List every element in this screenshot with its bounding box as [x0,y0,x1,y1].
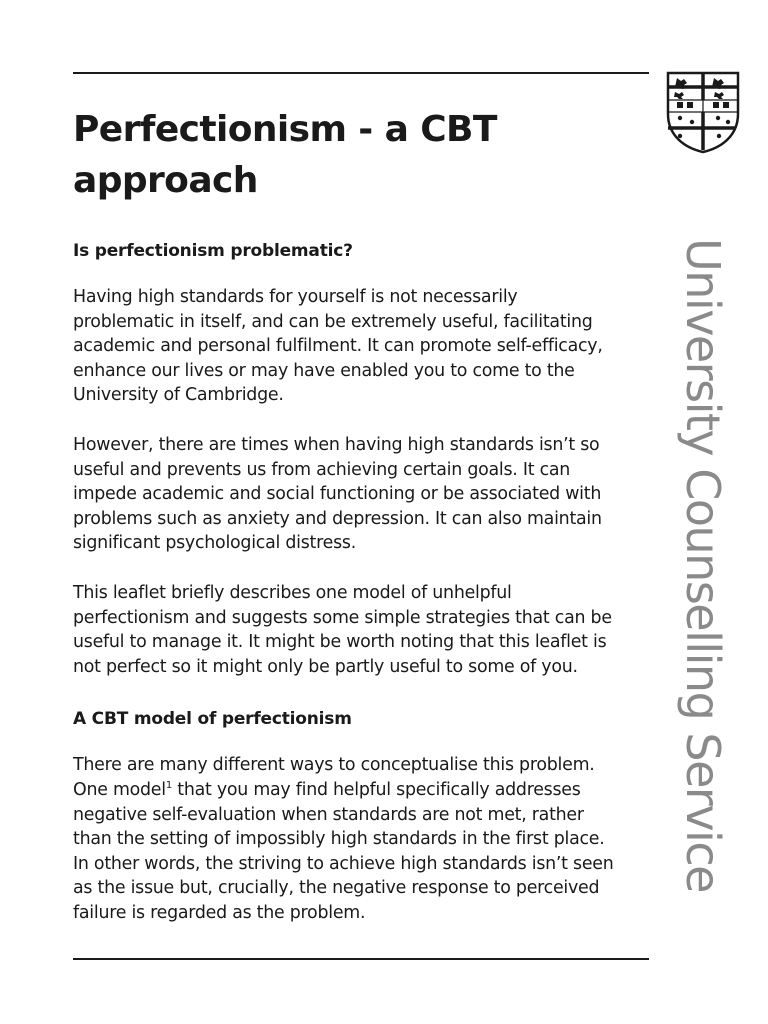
university-coat-of-arms-icon [665,70,741,154]
paragraph-text: that you may find helpful specifically addresses negative self-evaluation when standards are not met, rather than the setting of impossibly high standards in the first place. In other words, the striving to achieve high standards isn’t seen as the issue but, crucially, the negative response to perceived failure is regarded as the problem. [73,779,614,923]
top-rule [73,72,649,74]
footnote-reference: 1 [165,779,172,791]
document-body [73,236,658,925]
paragraph [73,753,658,925]
organisation-name: University Counselling Service [676,238,730,892]
bottom-rule [73,958,649,960]
paragraph: This leaflet briefly describes one model of unhelpful perfectionism and suggests some simple strategies that can be useful to manage it. It might be worth noting that this leaflet is not perfect so it might only be partly useful to some of you. [73,582,612,677]
section-heading: Is perfectionism problematic? [73,241,353,261]
document-title: Perfectionism - a CBT approach [73,109,497,201]
section-heading: A CBT model of perfectionism [73,709,352,730]
paragraph: However, there are times when having high standards isn’t so useful and prevents us from achieving certain goals. It can impede academic and social functioning or be associated with problems such as anxiety and depression. It can also maintain significant psychological distress. [73,434,602,554]
paragraph: Having high standards for yourself is not necessarily problematic in itself, and can be extremely useful, facilitating academic and personal fulfilment. It can promote self-efficacy, enhance our lives or may have enabled you to come to the University of Cambridge. [73,287,603,406]
paragraph-text: There are many different ways to conceptualise this problem. One model [73,755,595,800]
